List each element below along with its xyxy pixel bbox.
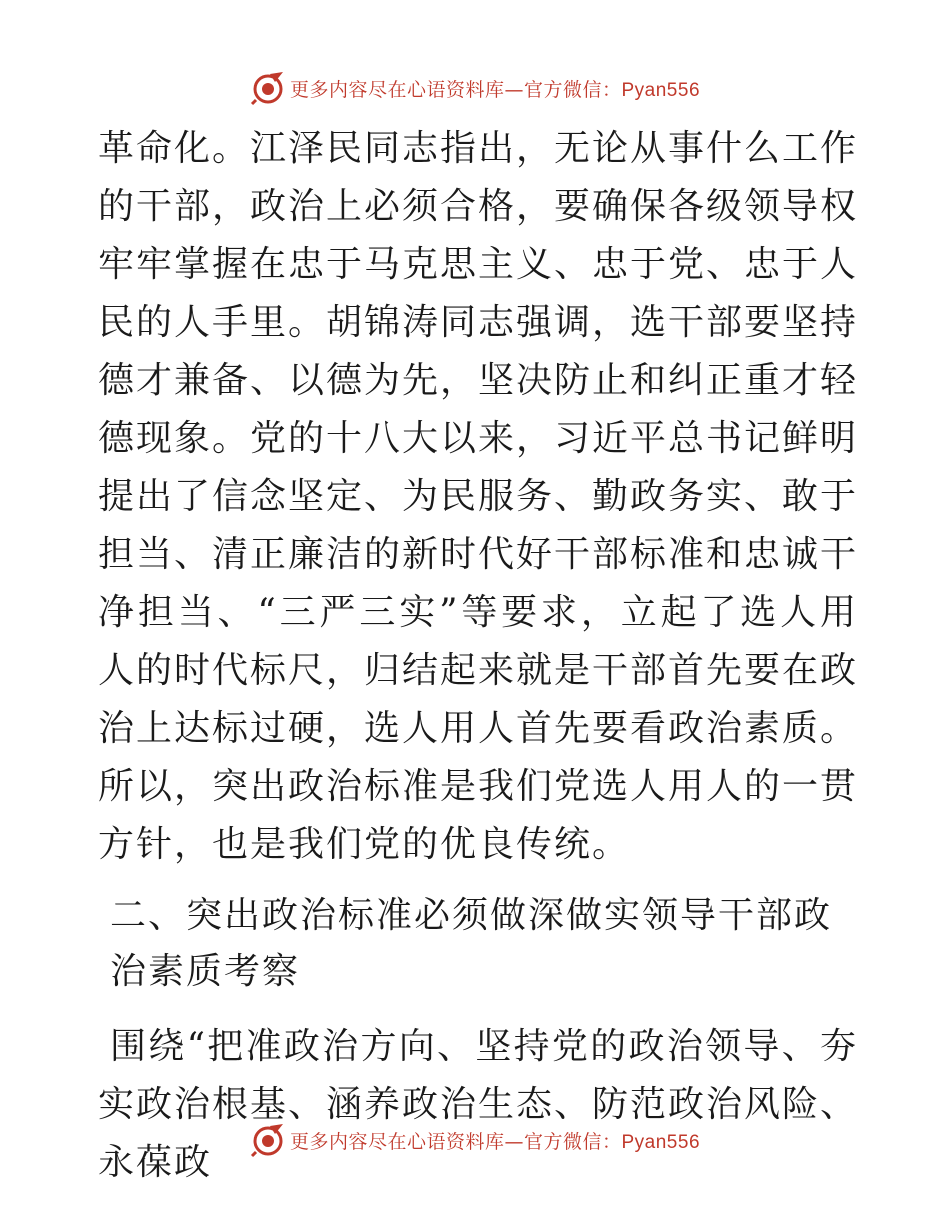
paragraph-1: 革命化。江泽民同志指出，无论从事什么工作的干部，政治上必须合格，要确保各级领导权牢牢掌握在忠于马克思主义、忠于党、忠于人民的人手里。胡锦涛同志强调，选干部要坚持德才兼备、以德为先，坚决防止和纠正重才轻德现象。党的十八大以来，习近平总书记鲜明提出了信念坚定、为民服务、勤政务实、敢于担当、清正廉洁的新时代好干部标准和忠诚干净担当、“三严三实”等要求，立起了选人用人的时代标尺，归结起来就是干部首先要在政治上达标过硬，选人用人首先要看政治素质。所以，突出政治标准是我们党选人用人的一贯方针，也是我们党的优良传统。 xyxy=(98,128,859,865)
pen-seal-icon xyxy=(250,70,286,106)
header-banner-id: Pyan556 xyxy=(621,79,701,101)
header-banner xyxy=(0,68,950,108)
footer-banner xyxy=(0,1120,950,1160)
footer-banner-id: Pyan556 xyxy=(621,1131,701,1153)
pen-seal-icon xyxy=(250,1122,286,1158)
paragraph-3: 围绕“把准政治方向、坚持党的政治领导、夯实政治根基、涵养政治生态、防范政治风险、永葆政 xyxy=(98,1026,859,1183)
header-banner-sep: — xyxy=(504,78,524,101)
footer-banner-main: 更多内容尽在心语资料库 xyxy=(289,1130,505,1153)
header-banner-wechat: 官方微信： xyxy=(523,78,622,101)
footer-banner-text xyxy=(290,1127,700,1154)
section-heading-2: 二、突出政治标准必须做深做实领导干部政治素质考察 xyxy=(110,895,833,992)
document-body xyxy=(98,120,858,1192)
footer-banner-sep: — xyxy=(504,1130,524,1153)
footer-banner-wechat: 官方微信： xyxy=(523,1130,622,1153)
header-banner-main: 更多内容尽在心语资料库 xyxy=(289,78,505,101)
header-banner-text xyxy=(290,75,700,102)
